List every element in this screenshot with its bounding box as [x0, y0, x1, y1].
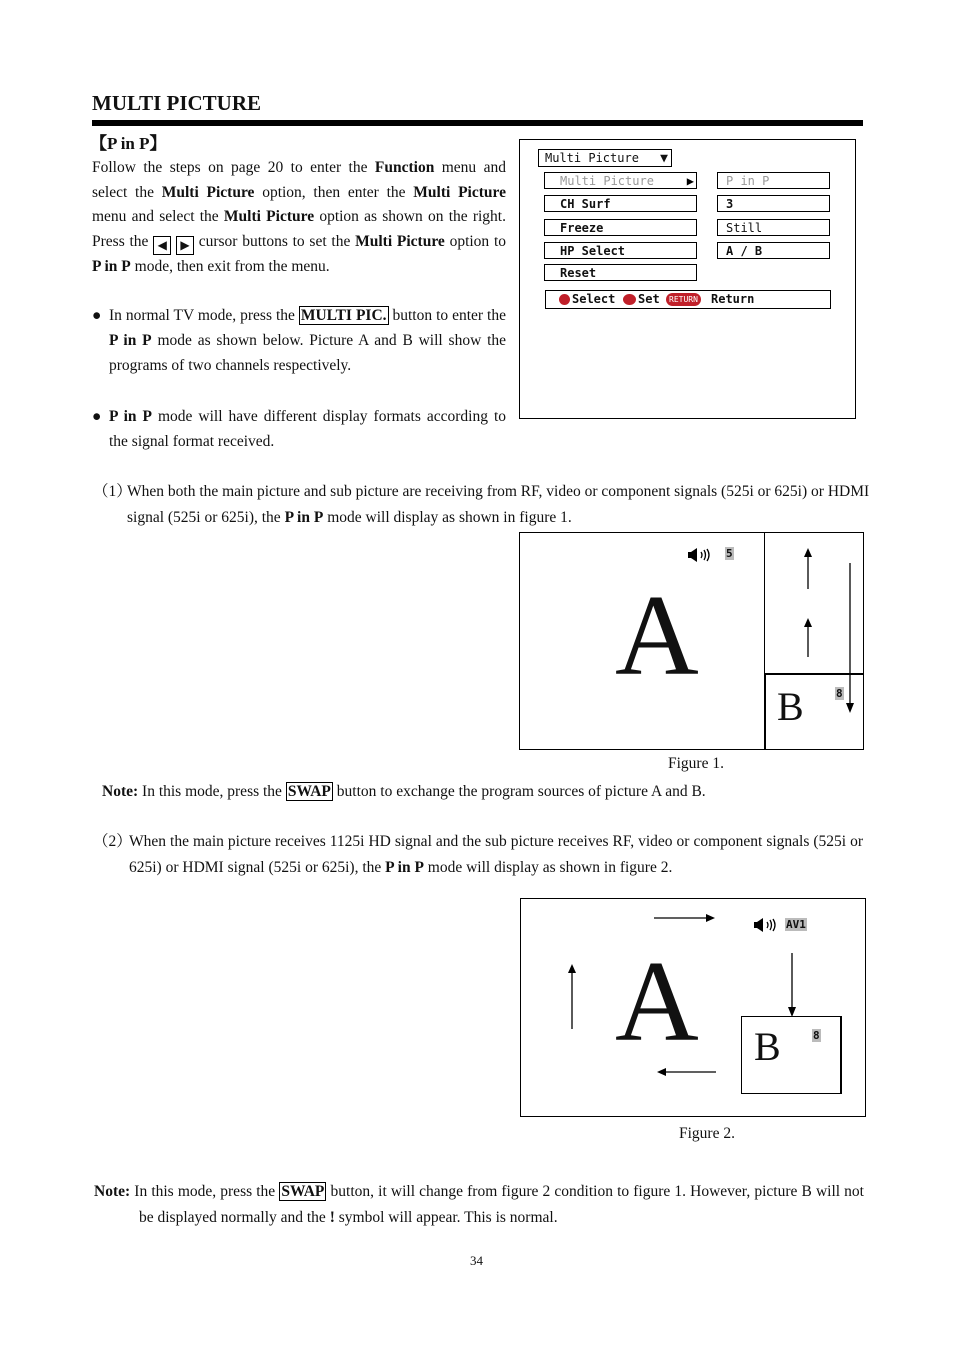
subsection-heading: 【P in P】: [90, 134, 167, 153]
menu-item-multi-picture[interactable]: Multi Picture ▶: [544, 172, 697, 189]
note-2-label: [94, 1179, 864, 1231]
dropdown-arrow-icon: ▼: [660, 151, 668, 166]
menu-footer: [545, 290, 831, 309]
menu-item-ch-surf[interactable]: CH Surf: [544, 195, 697, 212]
sub-column-divider: [764, 533, 765, 673]
swap-button-label: SWAP: [281, 1183, 325, 1200]
submenu-arrow-icon: ▶: [686, 174, 694, 188]
menu-illustration: [519, 139, 856, 419]
item-1-number: （1）: [93, 483, 132, 500]
figure-1-caption: Figure 1.: [668, 755, 724, 772]
bullet-paragraph-2: P in P mode will have different display formats according to the signal format received.: [109, 408, 507, 450]
swap-button-label: SWAP: [287, 783, 331, 800]
sub-picture: [764, 673, 863, 749]
main-source-badge: AV1: [786, 918, 806, 931]
footer-select-label: Select: [572, 292, 616, 306]
figure-2: [520, 898, 866, 1117]
main-picture-label: A: [615, 938, 699, 1066]
page-title: MULTI PICTURE: [92, 91, 262, 115]
bullet-paragraph-1: In normal TV mode, press the MULTI PIC. button to enter the P in P mode as shown below. Picture A and B will show the programs of two channels respectively.: [109, 307, 507, 374]
menu-title: Multi Picture: [545, 151, 639, 165]
footer-return-label: Return: [711, 292, 755, 306]
menu-item-freeze[interactable]: Freeze: [544, 219, 697, 236]
note-2: Note: In this mode, press the SWAP button, it will change from figure 2 condition to figure 1. However, picture B will not be displayed normally and the ! symbol will appear. This is normal.: [94, 1183, 864, 1226]
bullet-dot-1: ●: [92, 307, 102, 324]
arrow-left-icon: [656, 1065, 718, 1079]
arrow-up-icon-2: [798, 617, 818, 659]
return-badge: RETURN: [666, 293, 701, 306]
right-arrow-icon: ▶: [176, 236, 194, 255]
sub-channel-badge: 8: [813, 1029, 820, 1042]
title-rule: [92, 120, 863, 126]
select-icon: [559, 294, 570, 305]
menu-item-reset[interactable]: Reset: [544, 264, 697, 281]
sub-channel-badge: 8: [836, 687, 843, 700]
menu-item-hp-select[interactable]: HP Select: [544, 242, 697, 259]
intro-paragraph: Follow the steps on page 20 to enter the Function menu and select the Multi Picture option, then enter the Multi Picture menu and select the Multi Picture option as shown on the right. Press the ◀ ▶ cursor buttons to set the Multi Picture option to P in P mode, then exit from the menu.: [92, 159, 506, 275]
item-2-text: When the main picture receives 1125i HD signal and the sub picture receives RF, video or component signals (525i or 625i) or HDMI signal (525i or 625i), the P in P mode will display as shown in figure 2.: [129, 833, 863, 876]
item-1-text: When both the main picture and sub picture are receiving from RF, video or component signals (525i or 625i) or HDMI signal (525i or 625i), the P in P mode will display as shown in figure 1.: [127, 483, 870, 526]
menu-value-freeze: Still: [717, 219, 830, 236]
figure-1: [519, 532, 864, 750]
left-arrow-icon: ◀: [153, 236, 171, 255]
note-1: Note: In this mode, press the SWAP button to exchange the program sources of picture A and B.: [102, 783, 706, 800]
multi-pic-button-label: MULTI PIC.: [300, 307, 387, 324]
page-number: 34: [470, 1253, 483, 1268]
bullet-dot-2: ●: [92, 408, 102, 425]
sub-picture-label: B: [777, 684, 804, 729]
menu-value-hp-select: A / B: [717, 242, 830, 259]
figure-2-caption: Figure 2.: [679, 1125, 735, 1142]
arrow-up-icon: [798, 547, 818, 591]
main-channel-badge: 5: [726, 547, 733, 560]
arrow-up-icon: [562, 963, 582, 1031]
volume-icon: [753, 917, 779, 938]
sub-picture-label: B: [754, 1024, 781, 1069]
sub-picture: [741, 1016, 842, 1094]
menu-value-ch-surf: 3: [717, 195, 830, 212]
arrow-down-icon: [782, 951, 802, 1019]
menu-title-box: [538, 149, 672, 167]
volume-icon: [687, 547, 713, 568]
set-icon: [623, 294, 636, 305]
menu-value-multi-picture: P in P: [717, 172, 830, 189]
item-2-number: （2）: [93, 833, 132, 850]
main-picture-label: A: [615, 572, 699, 700]
footer-set-label: Set: [638, 292, 660, 306]
arrow-right-icon: [652, 911, 716, 925]
